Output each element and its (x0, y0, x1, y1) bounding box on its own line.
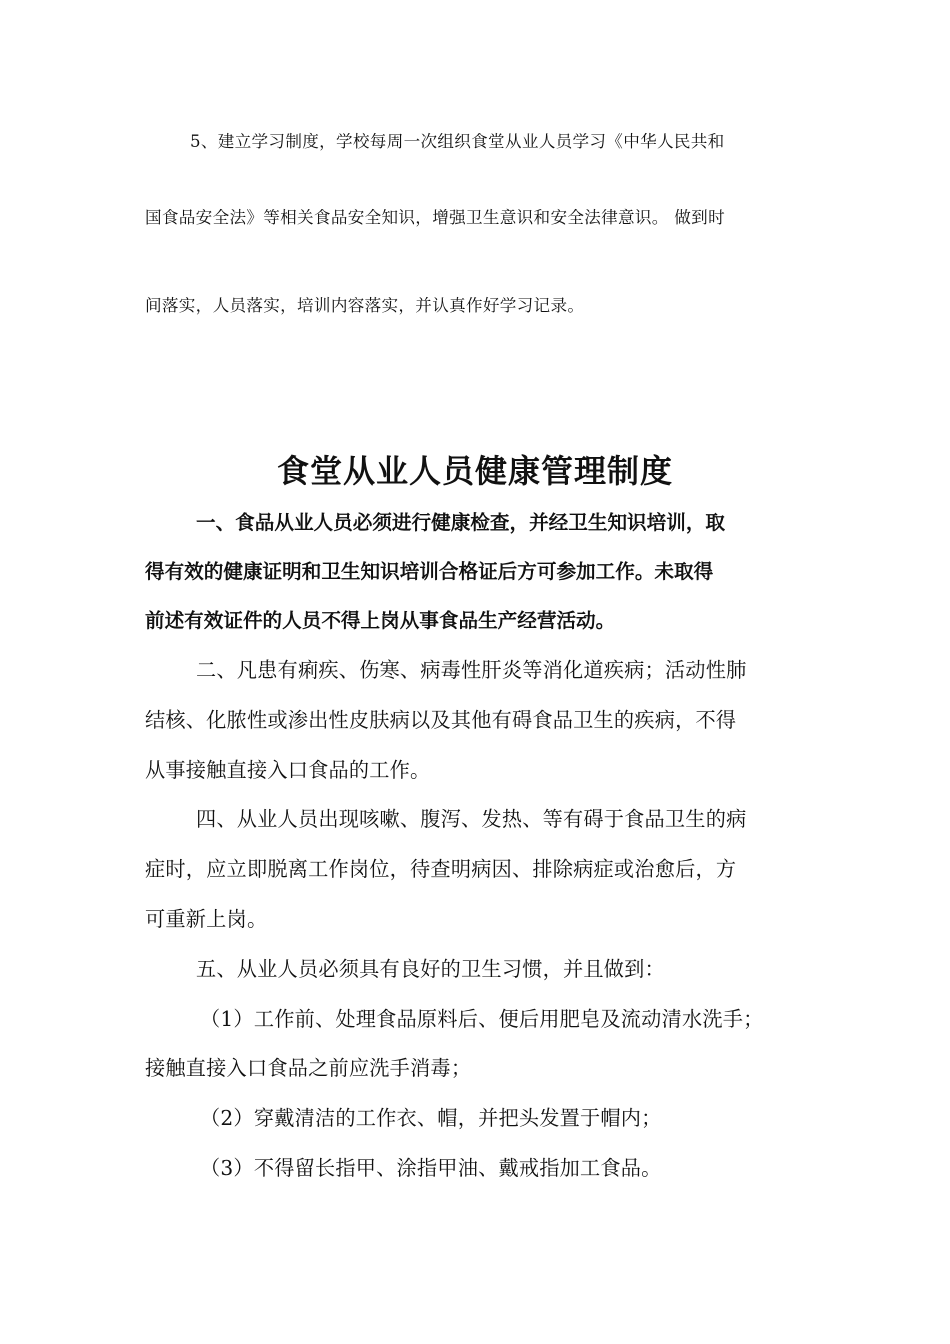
article-5-item-3: （3）不得留长指甲、涂指甲油、戴戒指加工食品。 (200, 1156, 662, 1180)
article-5-intro: 五、从业人员必须具有良好的卫生习惯，并且做到： (196, 957, 665, 981)
page-title: 食堂从业人员健康管理制度 (276, 452, 673, 490)
article-1-line-2: 得有效的健康证明和卫生知识培训合格证后方可参加工作。未取得 (145, 560, 714, 583)
article-5-item-1-line-1: （1）工作前、处理食品原料后、便后用肥皂及流动清水洗手； (200, 1007, 764, 1031)
prev-section-line-3: 间落实，人员落实，培训内容落实，并认真作好学习记录。 (145, 296, 585, 315)
article-1-line-1: 一、食品从业人员必须进行健康检查，并经卫生知识培训，取 (196, 511, 726, 534)
article-2-line-3: 从事接触直接入口食品的工作。 (145, 758, 431, 782)
article-1-line-3: 前述有效证件的人员不得上岗从事食品生产经营活动。 (145, 609, 616, 632)
article-2-line-2: 结核、化脓性或渗出性皮肤病以及其他有碍食品卫生的疾病，不得 (145, 708, 737, 732)
article-4-line-3: 可重新上岗。 (145, 907, 268, 931)
prev-section-line-1: 5、建立学习制度，学校每周一次组织食堂从业人员学习《中华人民共和 (190, 132, 725, 151)
article-5-item-1-line-2: 接触直接入口食品之前应洗手消毒； (145, 1056, 472, 1080)
article-5-item-2: （2）穿戴清洁的工作衣、帽，并把头发置于帽内； (200, 1106, 662, 1130)
article-4-line-1: 四、从业人员出现咳嗽、腹泻、发热、等有碍于食品卫生的病 (196, 807, 747, 831)
article-4-line-2: 症时，应立即脱离工作岗位，待查明病因、排除病症或治愈后，方 (145, 857, 737, 881)
prev-section-line-2: 国食品安全法》等相关食品安全知识，增强卫生意识和安全法律意识。 做到时 (145, 208, 725, 227)
article-2-line-1: 二、凡患有痢疾、伤寒、病毒性肝炎等消化道疾病；活动性肺 (196, 658, 747, 682)
